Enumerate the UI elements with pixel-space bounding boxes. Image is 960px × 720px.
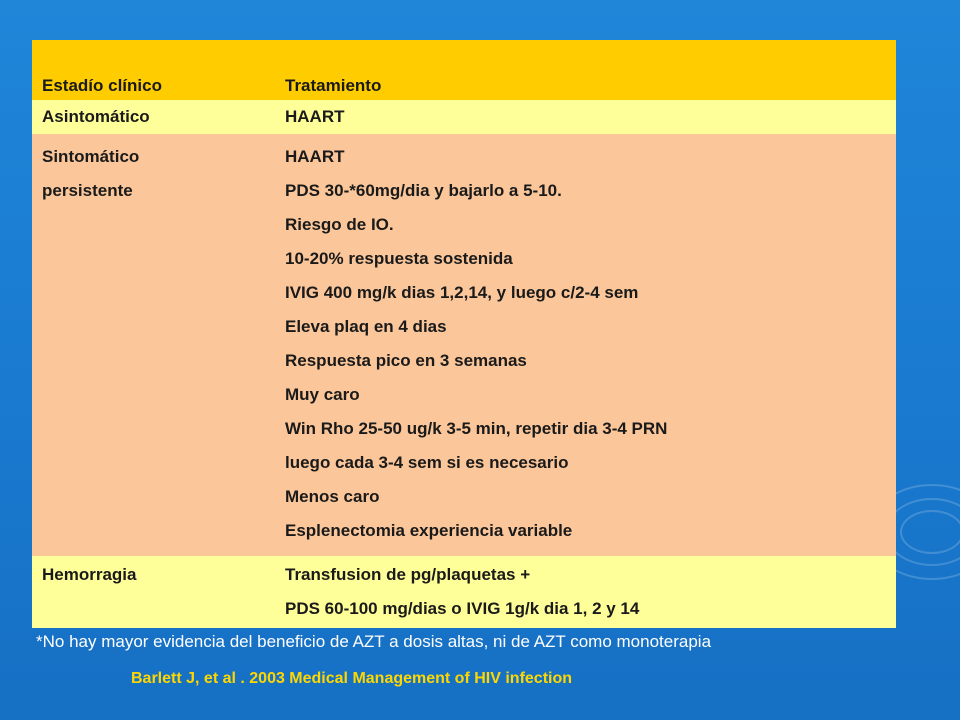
treatment-line: Muy caro (285, 385, 360, 404)
treatment-line: Esplenectomia experiencia variable (285, 521, 573, 540)
stage-line: Sintomático (42, 147, 140, 166)
stage-line: Hemorragia (42, 565, 137, 584)
treatment-line: Menos caro (285, 487, 380, 506)
footnote: *No hay mayor evidencia del beneficio de AZT a dosis altas, ni de AZT como monoterapia (36, 632, 712, 651)
table-header-row (32, 40, 896, 100)
header-stage: Estadío clínico (42, 76, 162, 95)
table-row (32, 100, 896, 134)
treatment-line: 10-20% respuesta sostenida (285, 249, 513, 268)
header-treatment: Tratamiento (285, 76, 382, 95)
table-row (32, 134, 896, 556)
treatment-line: HAART (285, 147, 345, 166)
treatment-cell (285, 134, 896, 556)
stage-cell: Asintomático (42, 107, 150, 126)
stage-cell (32, 134, 285, 556)
treatment-line: Win Rho 25-50 ug/k 3-5 min, repetir dia 3-4 PRN (285, 419, 668, 438)
stage-line: persistente (42, 181, 133, 200)
reference-citation: Barlett J, et al . 2003 Medical Management of HIV infection (131, 670, 573, 687)
treatment-line: Transfusion de pg/plaquetas + (285, 565, 531, 584)
treatment-line: luego cada 3-4 sem si es necesario (285, 453, 569, 472)
treatment-table (32, 40, 896, 628)
treatment-line: Eleva plaq en 4 dias (285, 317, 447, 336)
treatment-line: PDS 30-*60mg/dia y bajarlo a 5-10. (285, 181, 562, 200)
treatment-line: Respuesta pico en 3 semanas (285, 351, 527, 370)
table-row (32, 556, 896, 628)
treatment-line: IVIG 400 mg/k dias 1,2,14, y luego c/2-4 sem (285, 283, 639, 302)
treatment-line: Riesgo de IO. (285, 215, 394, 234)
treatment-line: PDS 60-100 mg/dias o IVIG 1g/k dia 1, 2 y 14 (285, 599, 640, 618)
treatment-cell (285, 556, 896, 628)
treatment-cell: HAART (285, 107, 345, 126)
stage-cell (32, 556, 285, 628)
